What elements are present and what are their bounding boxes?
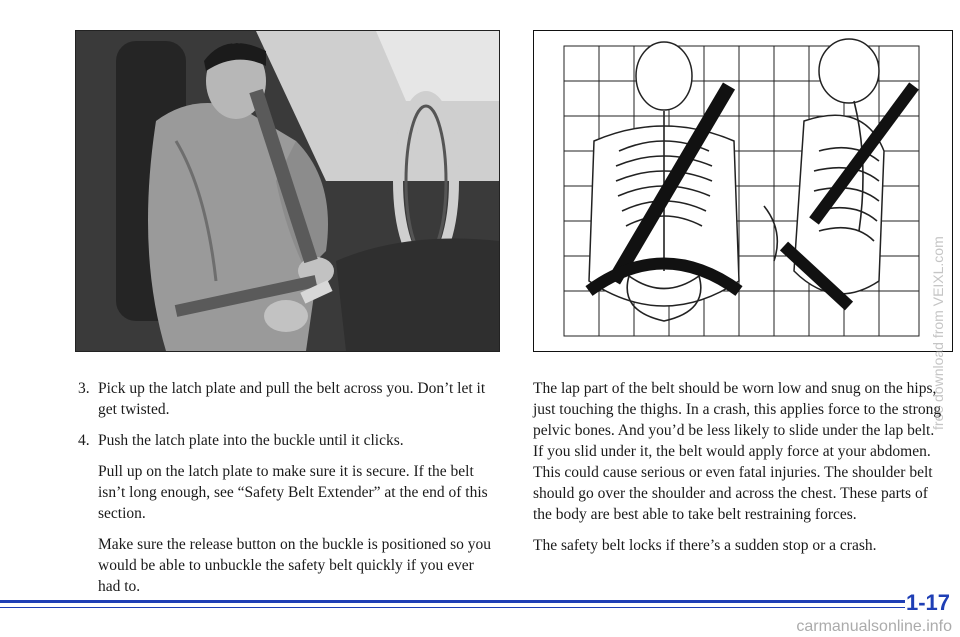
step-3 [78, 378, 493, 420]
step-text: Push the latch plate into the buckle until it clicks. [98, 432, 404, 449]
step-number: 3. [78, 380, 90, 397]
footer-rule-thin [0, 607, 905, 608]
skeleton-illustration [534, 31, 952, 351]
page-number: 1-17 [905, 590, 950, 615]
left-text-column [78, 378, 493, 607]
side-watermark: free download from VEIXL.com [930, 236, 946, 430]
release-button-paragraph: Make sure the release button on the buckle is positioned so you would be able to unbuckle the safety belt quickly if you ever had to. [98, 536, 492, 595]
belt-locks-paragraph: The safety belt locks if there’s a sudden stop or a crash. [533, 537, 877, 554]
step-number: 4. [78, 432, 90, 449]
right-text-column [533, 378, 943, 566]
footer-watermark: carmanualsonline.info [796, 618, 952, 635]
lap-belt-paragraph: The lap part of the belt should be worn low and snug on the hips, just touching the thighs. In a crash, this applies force to the strong pelvic bones. And you’d be less likely to slide under the lap belt. If you slid under it, the belt would apply force at your abdomen. This could cause serious or even fatal injuries. The shoulder belt should go over the shoulder and across the chest. These parts of the body are best able to take belt restraining forces. [533, 380, 942, 523]
latch-secure-paragraph: Pull up on the latch plate to make sure it is secure. If the belt isn’t long enough, see “Safety Belt Extender” at the end of this section. [98, 463, 488, 522]
driver-buckling-photo [75, 30, 500, 352]
footer-rule [0, 600, 905, 603]
step-4 [78, 430, 493, 451]
step-text: Pick up the latch plate and pull the belt across you. Don’t let it get twisted. [98, 380, 486, 418]
skeleton-belt-diagram [533, 30, 953, 352]
driver-illustration [76, 31, 499, 351]
